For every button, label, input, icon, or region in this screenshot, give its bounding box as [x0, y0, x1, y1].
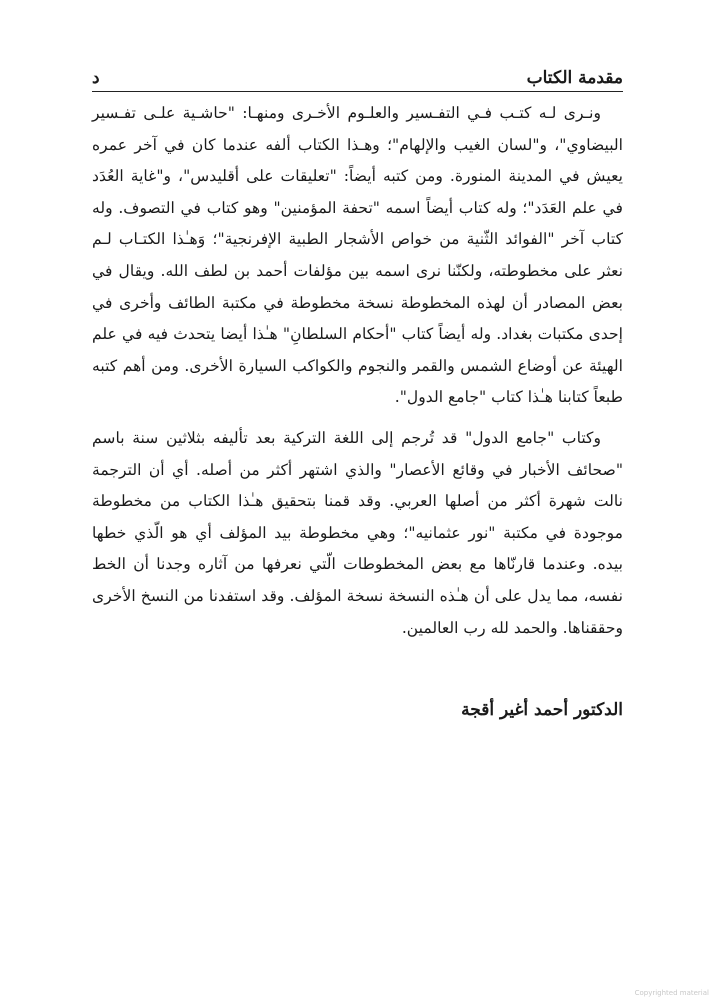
paragraph-1: ونـرى لـه كتـب فـي التفـسير والعلـوم الأخـرى ومنهـا: "حاشـية علـى تفـسير البيضاوي"، و"لسان الغيب والإلهام"؛ وهـذا الكتاب ألفه عندما كان في آخر عمره يعيش في المدينة المنورة. ومن كتبه أيضاً: "تعليقات على أقليدس"، و"غاية العُدَد في علم العَدَد"؛ وله كتاب أيضاً اسمه "تحفة المؤمنين" وهو كتاب في التصوف. وله كتاب آخر "الفوائد الثّنية من خواص الأشجار الطبية الإفرنجية"؛ وَهـٰذا الكتـاب لـم نعثر على مخطوطته، ولكنّنا نرى اسمه بين مؤلفات أحمد بن لطف الله. ويقال في بعض المصادر أن لهذه المخطوطة نسخة مخطوطة في مكتبة الطائف وأخرى في إحدى مكتبات بغداد. وله أيضاً كتاب "أحكام السلطانِ" هـٰذا أيضا يتحدث فيه في علم الهيئة عن أوضاع الشمس والقمر والنجوم والكواكب السيارة الأخرى. ومن أهم كتبه طبعاً كتابنا هـٰذا كتاب "جامع الدول". [92, 104, 623, 407]
header-divider [92, 91, 623, 92]
running-title: مقدمة الكتاب [526, 68, 623, 88]
body-text [92, 98, 623, 644]
author-signature: الدكتور أحمد أغير أقجة [461, 700, 623, 720]
copyright-watermark: Copyrighted material [634, 989, 709, 997]
paragraph-2: وكتاب "جامع الدول" قد تُرجم إلى اللغة التركية بعد تأليفه بثلاثين سنة باسم "صحائف الأخبار في وقائع الأعصار" والذي اشتهر أكثر من أصله. أي أن الترجمة نالت شهرة أكثر من أصلها العربي. وقد قمنا بتحقيق هـٰذا الكتاب من مخطوطة موجودة في مكتبة "نور عثمانيه"؛ وهي مخطوطة بيد المؤلف أي هو الّذي خطها بيده. وعندما قارنّاها مع بعض المخطوطات الّتي نعرفها من آثاره وجدنا أن الخط نفسه، مما يدل على أن هـٰذه النسخة نسخة المؤلف. وقد استفدنا من النسخ الأخرى وحققناها. والحمد لله رب العالمين. [92, 428, 623, 637]
page-header [92, 58, 623, 88]
page-number: د [92, 68, 100, 88]
